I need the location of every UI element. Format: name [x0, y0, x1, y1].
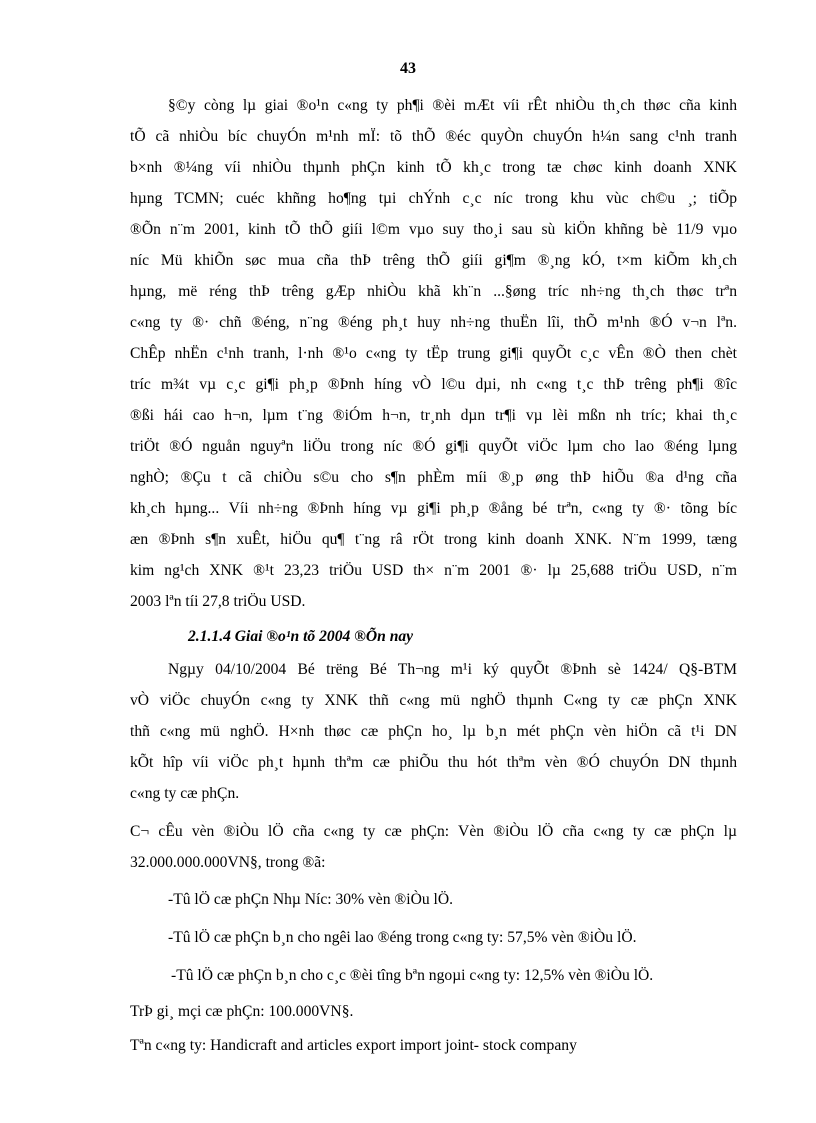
paragraph-1-line: kh¸ch hµng... Víi nh÷ng ®Þnh híng vµ gi¶i ph¸p ®ång bé trªn, c«ng ty ®· tõng bíc	[130, 500, 737, 517]
paragraph-1-line: ChÊp nhËn c¹nh tranh, l·nh ®¹o c«ng ty tËp trung gi¶i quyÕt c¸c vÊn ®Ò then chèt	[130, 345, 737, 362]
list-item: -Tû lÖ cæ phÇn Nhµ Níc: 30% vèn ®iÒu lÖ.	[168, 891, 454, 908]
paragraph-2-line: Ngµy 04/10/2004 Bé trëng Bé Th¬ng m¹i ký quyÕt ®Þnh sè 1424/ Q§-BTM	[168, 661, 737, 678]
paragraph-1-line: æn ®Þnh s¶n xuÊt, hiÖu qu¶ t¨ng râ rÖt trong kinh doanh XNK. N¨m 1999, tæng	[130, 531, 737, 548]
paragraph-2-line: vÒ viÖc chuyÓn c«ng ty XNK thñ c«ng mü nghÖ thµnh C«ng ty cæ phÇn XNK	[130, 692, 737, 709]
paragraph-1-line: hµng TCMN; cuéc khñng ho¶ng tµi chÝnh c¸c níc trong khu vùc ch©u ¸; tiÕp	[130, 190, 737, 207]
section-heading: 2.1.1.4 Giai ®o¹n tõ 2004 ®Õn nay	[188, 628, 414, 645]
paragraph-1-line: b×nh ®¼ng víi nhiÒu thµnh phÇn kinh tÕ kh¸c trong tæ chøc kinh doanh XNK	[130, 159, 737, 176]
paragraph-1-line: tríc m¾t vµ c¸c gi¶i ph¸p ®Þnh híng vÒ l©u dµi, nh c«ng t¸c thÞ trêng ph¶i ®îc	[130, 376, 737, 393]
paragraph-1-line: c«ng ty ®· chñ ®éng, n¨ng ®éng ph¸t huy nh÷ng thuËn lîi, thÕ m¹nh ®Ó v¬n lªn.	[130, 314, 737, 331]
page-number: 43	[400, 60, 416, 77]
list-item: -Tû lÖ cæ phÇn b¸n cho ngêi lao ®éng trong c«ng ty: 57,5% vèn ®iÒu lÖ.	[168, 929, 637, 946]
paragraph-1-line: níc Mü khiÕn søc mua cña thÞ trêng thÕ giíi gi¶m ®¸ng kÓ, t×m kiÕm kh¸ch	[130, 252, 737, 269]
paragraph-1-line: triÖt ®Ó nguån nguyªn liÖu trong níc ®Ó gi¶i quyÕt viÖc lµm cho lao ®éng lµng	[130, 438, 737, 455]
paragraph-2-line: kÕt hîp víi viÖc ph¸t hµnh thªm cæ phiÕu thu hót thªm vèn ®Ó chuyÓn DN thµnh	[130, 754, 737, 771]
paragraph-3-line: C¬ cÊu vèn ®iÒu lÖ cña c«ng ty cæ phÇn: Vèn ®iÒu lÖ cña c«ng ty cæ phÇn lµ	[130, 823, 737, 840]
paragraph-1-line: §©y còng lµ giai ®o¹n c«ng ty ph¶i ®èi mÆt víi rÊt nhiÒu th¸ch thøc cña kinh	[168, 97, 737, 114]
paragraph-1-line: ®ßi hái cao h¬n, lµm t¨ng ®iÓm h¬n, tr¸nh dµn tr¶i vµ lèi mßn nh tríc; khai th¸c	[130, 407, 737, 424]
paragraph-2-line: thñ c«ng mü nghÖ. H×nh thøc cæ phÇn ho¸ lµ b¸n mét phÇn vèn hiÖn cã t¹i DN	[130, 723, 737, 740]
paragraph-1-line: nghÒ; ®Çu t cã chiÒu s©u cho s¶n phÈm míi ®¸p øng thÞ hiÕu ®a d¹ng cña	[130, 469, 737, 486]
paragraph-1-line: ®Õn n¨m 2001, kinh tÕ thÕ giíi l©m vµo suy tho¸i sau sù kiÖn khñng bè 11/9 vµo	[130, 221, 737, 238]
paragraph-2-line: c«ng ty cæ phÇn.	[130, 785, 240, 802]
paragraph-3-line: 32.000.000.000VN§, trong ®ã:	[130, 854, 326, 871]
list-item: -Tû lÖ cæ phÇn b¸n cho c¸c ®èi tîng bªn ngoµi c«ng ty: 12,5% vèn ®iÒu lÖ.	[171, 967, 654, 984]
paragraph-1-line: tÕ cã nhiÒu bíc chuyÓn m¹nh mÏ: tõ thÕ ®éc quyÒn chuyÓn h¼n sang c¹nh tranh	[130, 128, 737, 145]
paragraph-1-line: hµng, më réng thÞ trêng gÆp nhiÒu khã kh¨n ...§øng tríc nh÷ng th¸ch thøc trªn	[130, 283, 737, 300]
company-name-line: Tªn c«ng ty: Handicraft and articles export import joint- stock company	[130, 1037, 577, 1054]
paragraph-1-line: 2003 lªn tíi 27,8 triÖu USD.	[130, 593, 306, 610]
par-value-line: TrÞ gi¸ mçi cæ phÇn: 100.000VN§.	[130, 1003, 354, 1020]
paragraph-1-line: kim ng¹ch XNK ®¹t 23,23 triÖu USD th× n¨m 2001 ®· lµ 25,688 triÖu USD, n¨m	[130, 562, 737, 579]
